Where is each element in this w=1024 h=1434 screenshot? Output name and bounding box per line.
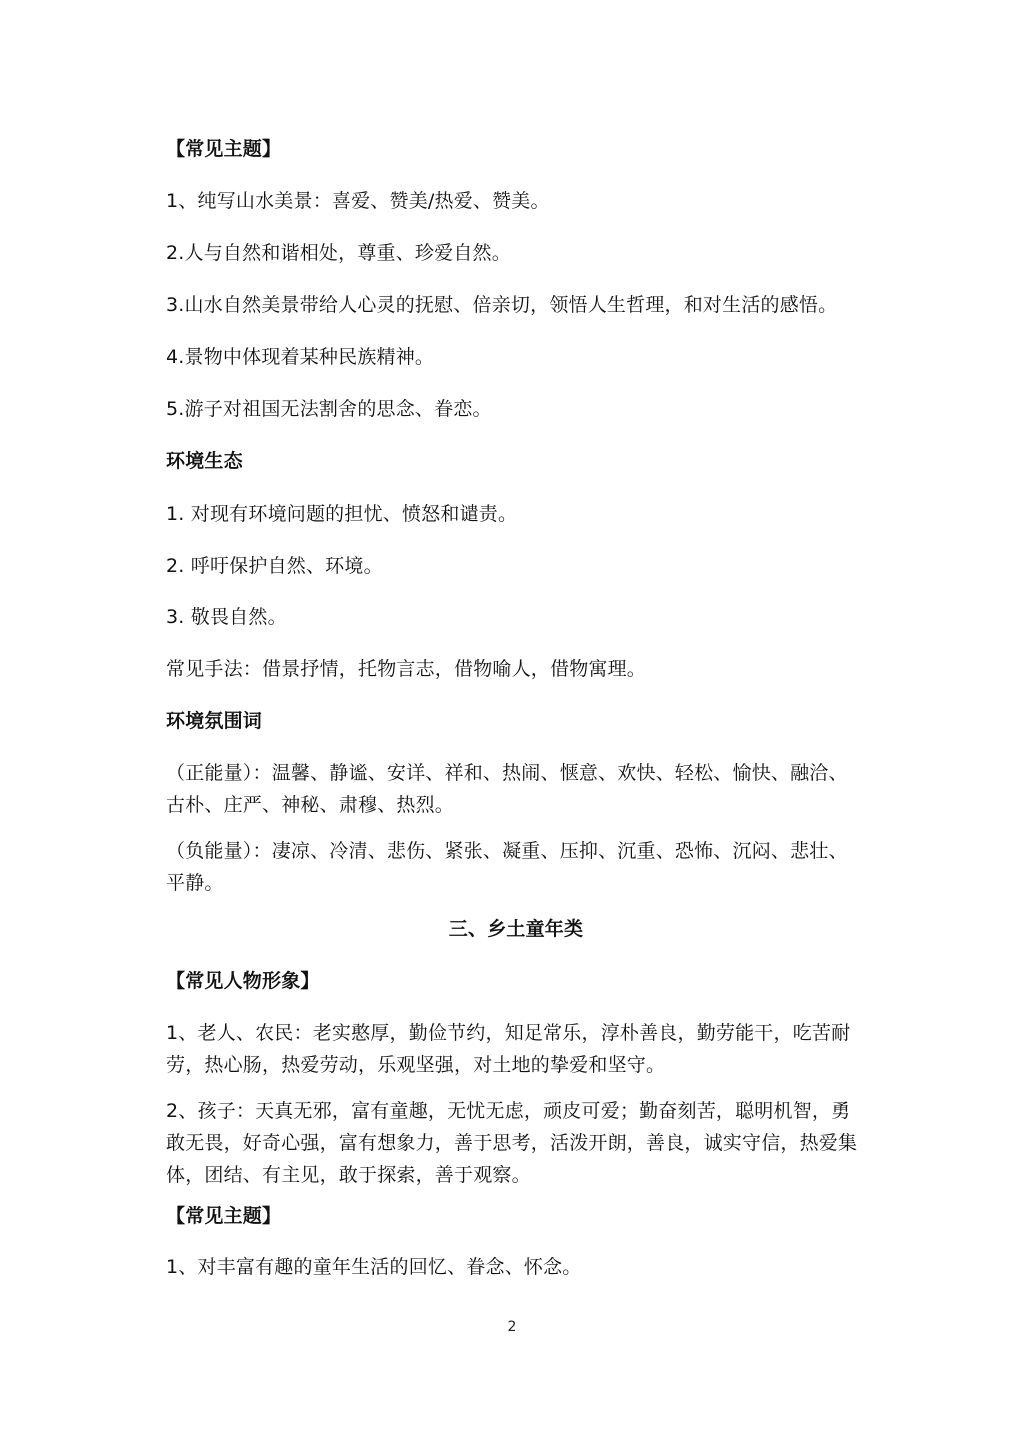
theme-item-4: 4.景物中体现着某种民族精神。 — [166, 346, 435, 368]
eco-item-1: 1. 对现有环境问题的担忧、愤怒和谴责。 — [166, 503, 518, 525]
eco-item-2: 2. 呼吁保护自然、环境。 — [166, 555, 383, 577]
theme-item-5: 5.游子对祖国无法割舍的思念、眷恋。 — [166, 398, 492, 420]
character-item-1: 1、老人、农民：老实憨厚，勤俭节约，知足常乐，淳朴善良，勤劳能干，吃苦耐劳，热心肠，热爱劳动，乐观坚强，对土地的挚爱和坚守。 — [166, 1022, 851, 1076]
positive-words: （正能量）：温馨、静谧、安详、祥和、热闹、惬意、欢快、轻松、愉快、融洽、古朴、庄严、神秘、肃穆、热烈。 — [166, 762, 848, 816]
section-title: 三、乡土童年类 — [448, 918, 584, 940]
page-number: 2 — [507, 1319, 517, 1335]
negative-words: （负能量）：凄凉、冷清、悲伤、紧张、凝重、压抑、沉重、恐怖、沉闷、悲壮、平静。 — [166, 840, 848, 894]
techniques-text: 常见手法：借景抒情，托物言志，借物喻人，借物寓理。 — [166, 658, 647, 680]
theme-item-1: 1、纯写山水美景：喜爱、赞美/热爱、赞美。 — [166, 190, 550, 212]
eco-item-3: 3. 敬畏自然。 — [166, 606, 287, 628]
atmosphere-heading: 环境氛围词 — [166, 710, 263, 732]
theme2-item-1: 1、对丰富有趣的童年生活的回忆、眷念、怀念。 — [166, 1256, 582, 1278]
theme-item-3: 3.山水自然美景带给人心灵的抚慰、倍亲切，领悟人生哲理，和对生活的感悟。 — [166, 294, 838, 316]
theme-item-2: 2.人与自然和谐相处，尊重、珍爱自然。 — [166, 242, 511, 264]
themes-heading: 【常见主题】 — [166, 138, 282, 160]
themes-heading-2: 【常见主题】 — [166, 1205, 282, 1227]
characters-heading: 【常见人物形象】 — [166, 970, 320, 992]
character-item-2: 2、孩子：天真无邪，富有童趣，无忧无虑，顽皮可爱；勤奋刻苦，聪明机智，勇敢无畏，好奇心强，富有想象力，善于思考，活泼开朗，善良，诚实守信，热爱集体，团结、有主见，敢于探索，善于观察。 — [166, 1100, 858, 1186]
eco-heading: 环境生态 — [166, 450, 243, 472]
